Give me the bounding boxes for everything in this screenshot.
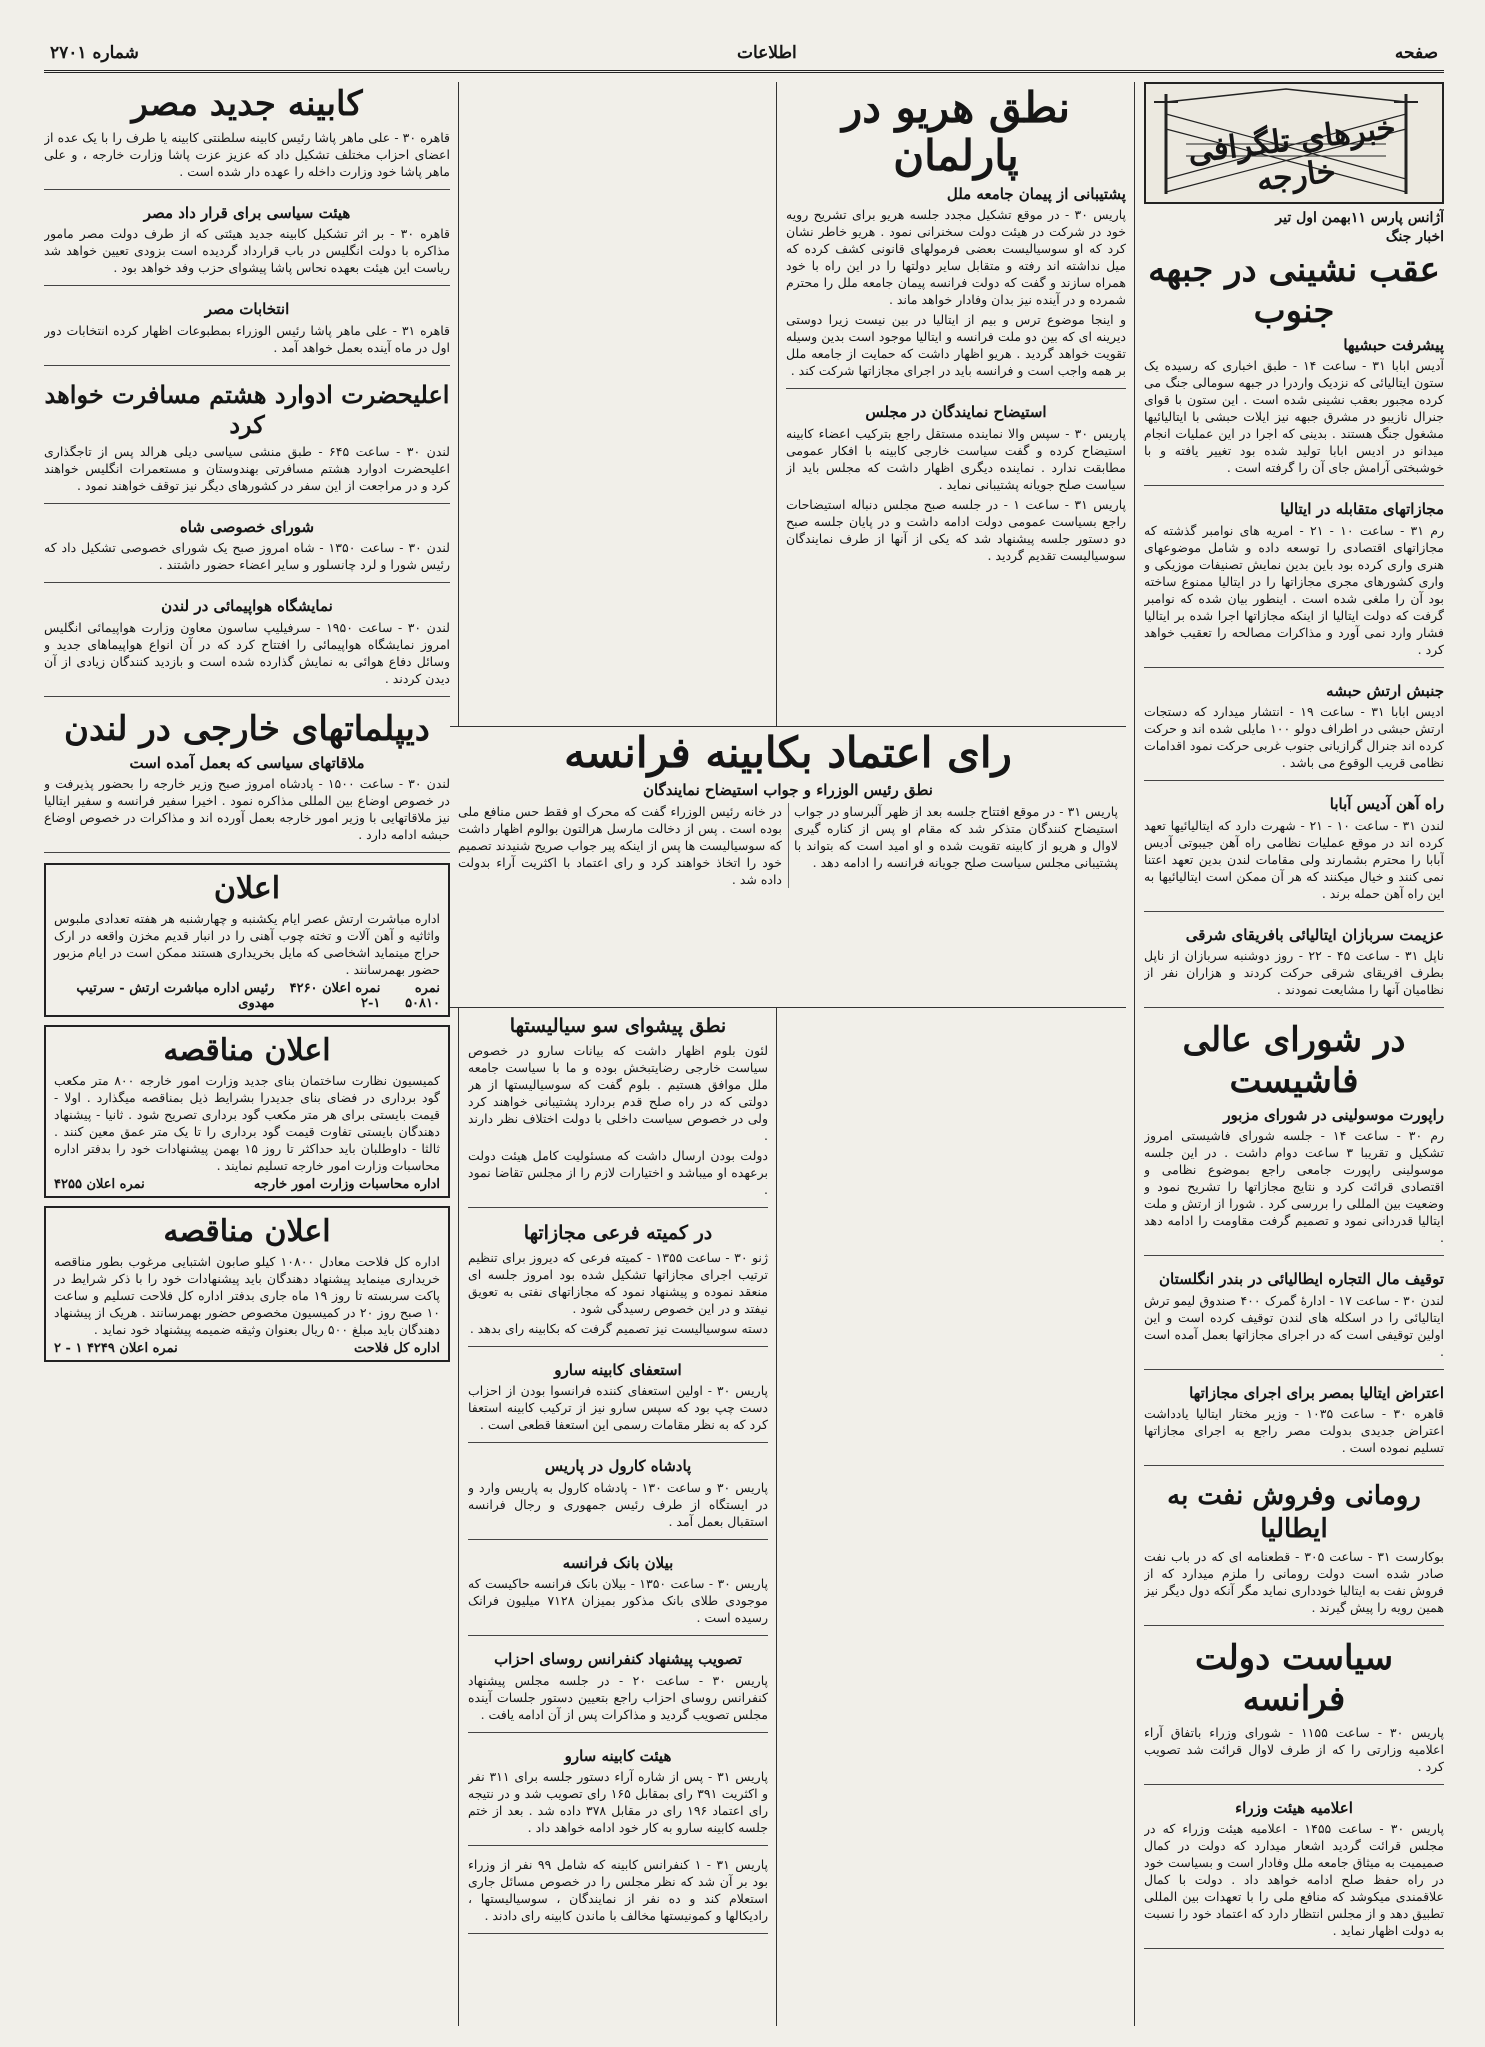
headline: مجازاتهای متقابله در ایتالیا — [1280, 500, 1444, 519]
article-body: پاریس ۳۰ - ساعت ۱۴۵۵ - اعلامیه هیئت وزراء که در مجلس قرائت گردید اشعار میدارد که دولت در کمال صمیمیت به میثاق جامعه ملل وفادار است و بسیاست خود در راه حفظ صلح ادامه خواهد داد . دولت با کمال علاقمندی میکوشد که منافع ملی را با تعهدات بین المللی تطبیق دهد و از مجلس انتظار دارد که اعتماد خود را نسبت به دولت اظهار نماید . — [1144, 1821, 1444, 1939]
issue-number: شماره ۲۷۰۱ — [50, 43, 139, 63]
article-body: ادیس ابابا ۳۱ - ساعت ۱۹ - انتشار میدارد که دستجات ارتش حبشی در اطراف دولو ۱۰۰ مایلی شده اند و حرکت کرده اند جنرال گرازیانی جنوب غربی حرکت نمود اقدامات نظامی قریب الوقوع می باشد . — [1144, 704, 1444, 771]
article — [468, 1856, 768, 1934]
banner-title: خبرهای تلگرافی خارجه — [1185, 109, 1398, 199]
article — [468, 1453, 768, 1540]
headline: عزیمت سربازان ایتالیائی بافریقای شرقی — [1185, 925, 1444, 944]
headline: اعلیحضرت ادوارد هشتم مسافرت خواهد کرد — [44, 379, 450, 439]
column-rule — [458, 82, 459, 2026]
article — [468, 1218, 768, 1347]
article — [1144, 791, 1444, 912]
article — [1144, 1018, 1444, 1256]
ad-signature — [54, 981, 440, 1011]
article-body: لندن ۳۰ - ساعت ۶۴۵ - طبق منشی سیاسی دیلی هرالد پس از تاجگذاری اعلیحضرت ادوارد هشتم مسافرتی بهندوستان و مستعمرات انگلیس خواهند کرد و در مراجعت از این سفر در کشورهای دیگر نیز توقف خواهند نمود . — [44, 443, 450, 493]
headline: رای اعتماد بکابینه فرانسه — [564, 728, 1012, 777]
article-body: پاریس ۳۰ - در موقع تشکیل مجدد جلسه هریو برای تشریح رویه خود در شرکت در هیئت دولت سخنرانی نمود . هریو خاطر نشان کرد که او سوسیالیست بعضی فرمولهای قانونی کشف کرده که میل نداشته اند رفته و متقابل سایر دولتها را در این راه با خود همراه سازند و گفت که دولت فرانسه پیمان جامعه ملل را محترم شمرده و در آینده نیز بدان وفادار خواهد ماند . — [786, 207, 1126, 308]
subheadline: پشتیبانی از پیمان جامعه ملل — [946, 184, 1126, 203]
article-body: پاریس ۳۱ - در موقع افتتاح جلسه بعد از ظهر آلبرساو در جواب استیضاح کنندگان متذکر شد که مقام او پس از کناره گیری لاوال و هریو از کابینه تقویت شده و او امید است که بتواند با پشتیبانی مجلس سیاست صلح جویانه فرانسه را ادامه دهد . — [794, 803, 1118, 870]
headline: رومانی وفروش نفت به ایطالیا — [1167, 1481, 1421, 1544]
article — [468, 1550, 768, 1637]
article — [1144, 1380, 1444, 1467]
article — [1144, 1636, 1444, 1785]
column-foreign-telegrams — [1144, 82, 1444, 2026]
headline: استعفای کابینه سارو — [554, 1360, 682, 1379]
headline: جنبش ارتش حبشه — [1326, 681, 1444, 700]
headline: شورای خصوصی شاه — [179, 517, 315, 536]
page-label: صفحه — [1394, 43, 1438, 63]
ad-body: اداره کل فلاحت معادل ۱۰۸۰۰ کیلو صابون اشتبایی مرغوب بطور مناقصه خریداری مینماید پیشنهاد دهندگان باید پیشنهادات خود را با ذکر شرایط در پاکت سربسته تا روز ۱۹ ماه جاری بدفتر اداره کل فلاحت تسلیم و ساعت ۱۰ صبح روز ۲۰ در کمیسیون مخصوص حضور بهمرسانند . هریک از پیشنهاد دهندگان باید مبلغ ۵۰۰ ریال بعنوان وثیقه ضمیمه پیشنهاد خود نماید . — [54, 1254, 441, 1338]
headline: اعتراض ایتالیا بمصر برای اجرای مجازاتها — [1189, 1383, 1444, 1402]
ad-body: کمیسیون نظارت ساختمان بنای جدید وزارت امور خارجه ۸۰۰ متر مکعب گود برداری در فضای بنای جدیدرا بشرایط ذیل بمناقصه میگذارد . اولا - قیمت بایستی برای هر متر مکعب گود برداری تصریح شود . ثانیا - پیشنهاد دهندگان بایستی تفاوت قیمت گود برداری را تا یک متر عمق معین کنند . ثالثا - داوطلبان باید حداکثر تا روز ۱۵ بهمن پیشنهادات خود را بدفتر اداره محاسبات وزارت امور خارجه تسلیم نمایند . — [54, 1073, 441, 1174]
ad-body: اداره مباشرت ارتش عصر ایام یکشنبه و چهارشنبه هر هفته تعدادی ملبوس واثاثیه و آهن آلات و تخته چوب آهنی را در انبار قدیم مخزن واقعه در ارک حراج مینماید اشخاصی که مایل بخریداری هستند ممکن است در ایام مزبور حضور بهمرسانند . — [54, 911, 440, 978]
article-body: آدیس ابابا ۳۱ - ساعت ۱۴ - طبق اخباری که رسیده یک ستون ایتالیائی که نزدیک واردرا در جبهه سومالی جنگ می کرده مجبور بعقب نشینی شده است . این ستون با قوای جنرال نازیبو در مشرق جبهه نیز ایلات حبشی با ایتالیائیها مشغول جنگ هستند . بدینی که اجرا در این عملیات انجام میدانو در ادیس ابابا تولید شده بود تغییر یافته و با خوشبختی آرامش جای آن را گرفته است . — [1144, 358, 1444, 476]
ad-signatory: اداره کل فلاحت — [354, 1341, 440, 1357]
article — [1144, 1795, 1444, 1950]
ad-title: اعلان مناقصه — [163, 1033, 331, 1069]
article — [786, 82, 1126, 389]
masthead — [44, 36, 1444, 73]
headline: کابینه جدید مصر — [131, 84, 363, 124]
article-body-columns — [450, 803, 1126, 888]
article-body: و اینجا موضوع ترس و بیم از ایتالیا در بین نیست زیرا دوستی دیرینه ای که بین دو ملت فرانسه و ایتالیا موجود است بدین وسیله تقویت خواهد گردید . هریو اظهار داشت که حمایت از جامعه ملل بر همه واجب است و فرانسه باید در اجرای مجازاتها شرکت کند . — [786, 312, 1126, 379]
article-body: پاریس ۳۱ - ساعت ۱ - در جلسه صبح مجلس دنباله استیضاحات راجع بسیاست عمومی دولت ادامه داشت و در پایان جلسه صبح دو دستور جلسه پیشنهاد شد که یکی از آنها از طرف نمایندگان سوسیالیست تقدیم گردید . — [786, 496, 1126, 563]
article-body: لندن ۳۰ - ساعت ۱۵۰۰ - پادشاه امروز صبح وزیر خارجه را بحضور پذیرفت و در خصوص اوضاع بین المللی مذاکره نمود . اخیرا سفیر فرانسه و سفیر ایتالیا نیز ملاقاتهایی با وزیر امور خارجه بعمل آورده اند و مذاکرات در خصوص اوضاع حبشه ادامه دارد . — [44, 776, 450, 843]
article — [1144, 496, 1444, 668]
ad-signature — [54, 1177, 440, 1192]
article-body: ژنو ۳۰ - ساعت ۱۳۵۵ - کمیته فرعی که دیروز برای تنظیم ترتیب اجرای مجازاتها تشکیل شده بود امروز جلسه ای منعقد نموده و پیشنهاد نمود که مجازاتهای نفتی به تعویق نیفتد و در این خصوص رسیدگی شود . — [468, 1249, 768, 1316]
headline: در شورای عالی فاشیست — [1182, 1020, 1406, 1101]
article — [1144, 922, 1444, 1009]
column-rule — [776, 82, 777, 2026]
article — [1144, 248, 1444, 486]
article — [44, 376, 450, 504]
article — [44, 296, 450, 366]
section-label: اخبار جنگ — [1385, 229, 1444, 245]
headline: نطق پیشوای سو سیالیستها — [509, 1015, 727, 1037]
subheadline: نطق رئیس الوزراء و جواب استیضاح نمایندگان — [643, 781, 933, 800]
article-body: پاریس ۳۱ - پس از شاره آراء دستور جلسه برای ۳۱۱ نفر و اکثریت ۳۹۱ رای بمقابل ۱۶۵ رای تصویب شد و در نتیجه رای اعتماد ۱۹۶ رای در مقابل ۳۷۸ داده شد . بعد از ختم جلسه کابینه سارو به کار خود ادامه خواهد داد . — [468, 1769, 768, 1835]
headline: استیضاح نمایندگان در مجلس — [865, 403, 1047, 422]
headline: توقیف مال التجاره ایطالیائی در بندر انگلستان — [1159, 1270, 1444, 1289]
article — [1144, 1476, 1444, 1626]
article-body: پاریس ۳۰ - ساعت ۲۰ - در جلسه مجلس پیشنهاد کنفرانس روسای احزاب راجع بتعیین دستور جلسات آینده مجلس تصویب گردید و مذاکرات پس از آن ادامه یافت . — [468, 1672, 768, 1722]
article — [1144, 1266, 1444, 1370]
article-body: در خانه رئیس الوزراء گفت که محرک او فقط حس منافع ملی بوده است . پس از دخالت مارسل هرالتون بوالوم اظهار داشت که سوسیالیست ها پس از اینکه پیر جواب صریح شنیدند تصمیم خود را اتخاذ خواهند کرد و رای اعتماد با اکثریت آراء بدولت داده شد . — [458, 803, 782, 887]
article — [786, 399, 1126, 573]
article-body: پاریس ۳۰ - ساعت ۱۳۵۰ - بیلان بانک فرانسه حاکیست که موجودی طلای بانک مذکور بمیزان ۷۱۲۸ میلیون فرانک رسیده است . — [468, 1576, 768, 1625]
newspaper-name: اطلاعات — [736, 43, 797, 63]
article-body: ناپل ۳۱ - ساعت ۴۵ - ۲۲ - روز دوشنبه سربازان از ناپل بطرف افریقای شرقی حرکت کردند و هزاران نفر از نظامیان آنها را مشایعت نمودند . — [1144, 948, 1444, 998]
article — [44, 82, 450, 190]
article — [44, 593, 450, 697]
article-body: رم ۳۱ - ساعت ۱۰ - ۲۱ - امریه های نوامبر گذشته که مجازاتهای اقتصادی را توسعه داده و شامل موضوعهای هنری واری کرده بود باین بدین نمایش تصنیفات موزیکی و واری کشورهای مجری مجازاتها را در ایتالیا ممنوع ساخته بود آن را ملغی شده است . اینطور بیان شده که نوامبر گرفت که دولت ایتالیا از اینکه مجازاتها اجرا شده بر ایتالیا فشار وارد نمی آورد و مذاکرات مصالحه را تعقیب خواهد کرد . — [1144, 522, 1444, 657]
article-body: دسته سوسیالیست نیز تصمیم گرفت که بکابینه رای بدهد . — [469, 1320, 768, 1336]
headline: اعلامیه هیئت وزراء — [1235, 1798, 1353, 1817]
subheadline: راپورت موسولینی در شورای مزبور — [1223, 1105, 1444, 1124]
article — [44, 200, 450, 287]
agency-line: آژانس پارس ۱۱بهمن اول تیر — [1275, 210, 1444, 226]
article — [468, 1011, 768, 1208]
article-body: قاهره ۳۱ - علی ماهر پاشا رئیس الوزراء بمطبوعات اظهار کرده انتخابات دور اول در ماه آینده بعمل خواهد آمد . — [44, 322, 450, 355]
ad-number: نمره اعلان ۴۲۶۰ ۱-۲ — [289, 981, 381, 1012]
ad-title: اعلان — [213, 871, 281, 907]
article — [44, 514, 450, 584]
article-body: قاهره ۳۰ - ساعت ۱۰۳۵ - وزیر مختار ایتالیا یادداشت اعتراض جدیدی بدولت مصر راجع به اجرای مجازاتها تسلیم نموده است . — [1144, 1406, 1444, 1456]
headline: انتخابات مصر — [204, 300, 290, 319]
headline: نطق هریو در پارلمان — [841, 83, 1071, 181]
article — [468, 1357, 768, 1444]
article-body: پاریس ۳۰ - سپس والا نماینده مستقل راجع بترکیب اعضاء کابینه استیضاح کرده و گفت سیاست خارجی کابینه با افکار عمومی مطابقت ندارد . نماینده دیگری اظهار داشت که مجلس باید از سیاست صلح جویانه پشتیبانی نماید . — [786, 425, 1126, 492]
headline: راه آهن آدیس آبابا — [1329, 795, 1444, 814]
column-egypt-and-ads — [44, 82, 450, 2026]
ad-number: نمره اعلان ۴۲۴۹ ۱ - ۲ — [54, 1341, 178, 1357]
ad-reference: نمره ۵۰۸۱۰ — [405, 981, 440, 1012]
ad-signatory: رئیس اداره مباشرت ارتش - سرتیپ مهدوی — [76, 981, 275, 1012]
article-body: پاریس ۳۰ - ساعت ۱۱۵۵ - شورای وزراء باتفاق آراء اعلامیه وزارتی را که از طرف لاوال قرائت شد تصویب کرد . — [1144, 1724, 1444, 1774]
article-body: لندن ۳۰ - ساعت ۱۹۵۰ - سرفیلیپ ساسون معاون وزارت هواپیمائی انگلیس امروز نمایشگاه هواپیمائی را افتتاح کرد که در آن انواع هواپیماهای جدید و وسائل دفاع هوائی به نمایش گذارده شده است و بازدید کنندگان زیادی از آن دیدن کردند . — [44, 619, 450, 686]
headline: عقب نشینی در جبهه جنوب — [1148, 250, 1440, 331]
newspaper-page — [44, 36, 1444, 2026]
headline: سیاست دولت فرانسه — [1194, 1638, 1394, 1719]
article-body: قاهره ۳۰ - بر اثر تشکیل کابینه جدید هیئتی که از طرف دولت مصر مامور مذاکره با دولت انگلیس در باب قرارداد گردیده است بزودی تعیین خواهد شد ریاست این هیئت بعهده نحاس پاشا پیشوای حزب وفد خواهد بود . — [44, 226, 450, 276]
article-body: پاریس ۳۱ - ۱ کنفرانس کابینه که شامل ۹۹ نفر از وزراء بود بر آن شد که نظر مجلس را در خصوص مسائل جاری استعلام کند و ده نفر از نمایندگان ، سوسیالیستها ، رادیکالها و کمونیستها مخالف با ماندن کابینه رای دادند . — [468, 1857, 768, 1923]
ad-number: نمره اعلان ۴۲۵۵ — [54, 1177, 145, 1193]
headline: نمایشگاه هواپیمائی در لندن — [161, 597, 333, 616]
column-rule — [1134, 82, 1135, 2026]
subheadline: ملاقاتهای سیاسی که بعمل آمده است — [129, 753, 365, 772]
column-socialists — [468, 1011, 768, 2026]
article-body: قاهره ۳۰ - علی ماهر پاشا رئیس کابینه سلطنتی کابینه یا طرف را با یک عده از اعضای احزاب مختلف تشکیل داد که عزیز عزت پاشا وزارت خارجه ، و علی ماهر پاشا خود وزارت داخله را عهده دار شده است . — [44, 129, 450, 179]
advertisement — [44, 1025, 450, 1198]
article-body: رم ۳۰ - ساعت ۱۴ - جلسه شورای فاشیستی امروز تشکیل و تقریبا ۳ ساعت دوام داشت . در این جلسه موسولینی راپورت جامعی راجع بموضوع نظامی و اقتصادی قرائت کرد و نتایج مجازاتها را تشریح نمود و وضعیت بین المللی را بررسی کرد . شورا از ارتش و ملت ایتالیا قدردانی نمود و تصمیم گرفت مقاومت را ادامه دهد . — [1144, 1128, 1444, 1246]
headline: هیئت کابینه سارو — [564, 1746, 672, 1765]
article-body: پاریس ۳۰ - اولین استعفای کننده فرانسوا بودن از احزاب دست چپ بود که سپس سارو نیز از ترکیب کابینه استعفا کرد که به نظر مقامات رسمی این استعفا قطعی است . — [468, 1383, 768, 1432]
advertisement — [44, 863, 450, 1017]
headline: در کمیته فرعی مجازاتها — [523, 1221, 713, 1244]
article-body: لندن ۳۰ - ساعت ۱۷ - ادارهٔ گمرک ۴۰۰ صندوق لیمو ترش ایتالیائی را در اسکله های لندن توقیف کرده است و این اولین توقیفی است که در اجرای مجازاتها بعمل آمده است . — [1144, 1292, 1444, 1359]
article — [468, 1743, 768, 1847]
headline: هیئت سیاسی برای قرار داد مصر — [143, 203, 351, 222]
advertisement — [44, 1206, 450, 1362]
article-body: لندن ۳۱ - ساعت ۱۰ - ۲۱ - شهرت دارد که ایتالیائیها تعهد کرده اند در موقع عملیات نظامی راه آهن جیبوتی آدیس آبابا را محترم بشمارند ولی مقامات لندن بدین تعهد اعتنا نمی کنند و خیال میکنند که هر آن ممکن است ایتالیائیها به این راه آهن حمله برند . — [1144, 817, 1444, 901]
article-body: لندن ۳۰ - ساعت ۱۳۵۰ - شاه امروز صبح یک شورای خصوصی تشکیل داد که رئیس شورا و لرد چانسلور و سایر اعضاء حضور داشتند . — [44, 540, 450, 573]
article-body: بوکارست ۳۱ - ساعت ۳۰۵ - قطعنامه ای که در باب نفت صادر شده است دولت رومانی را ملزم میدارد که از فروش نفت به ایتالیا خودداری نماید مگر آنکه دول دیگر نیز همین رویه را پیش گیرند . — [1144, 1549, 1444, 1616]
subheadline: پیشرفت حبشیها — [1343, 335, 1444, 354]
headline: تصویب پیشنهاد کنفرانس روسای احزاب — [494, 1650, 742, 1668]
article-body: دولت بودن ارسال داشت که مسئولیت کامل هیئت دولت برعهده او میباشد و اختیارات لازم را از مجلس تقاضا نمود . — [468, 1147, 768, 1197]
article — [44, 707, 450, 853]
ad-title: اعلان مناقصه — [163, 1214, 331, 1250]
headline: بیلان بانک فرانسه — [562, 1553, 674, 1572]
article — [1144, 678, 1444, 782]
article-body: پاریس ۳۰ و ساعت ۱۳۰ - پادشاه کارول به پاریس وارد و در ایستگاه از طرف رئیس جمهوری و رجال فرانسه استقبال بعمل آمد . — [468, 1479, 768, 1529]
headline: پادشاه کارول در پاریس — [544, 1457, 692, 1475]
column-herriot — [786, 82, 1126, 712]
ad-signatory: اداره محاسبات وزارت امور خارجه — [253, 1177, 440, 1193]
article-body: لئون بلوم اظهار داشت که بیانات سارو در خصوص سیاست خارجی رضایتبخش بوده و ما با سیاست جامعه ملل موافق هستیم . بلوم گفت که سوسیالیستها از هر دولتی که در راه صلح قدم بردارد پشتیبانی خواهند کرد ولی در خصوص سیاست داخلی با دولت اختلاف نظر دارند . — [468, 1042, 768, 1143]
section-banner — [1144, 82, 1444, 204]
article — [468, 1646, 768, 1733]
headline: دیپلماتهای خارجی در لندن — [64, 708, 430, 749]
ad-signature — [54, 1341, 440, 1356]
confidence-vote-article — [450, 726, 1126, 1008]
